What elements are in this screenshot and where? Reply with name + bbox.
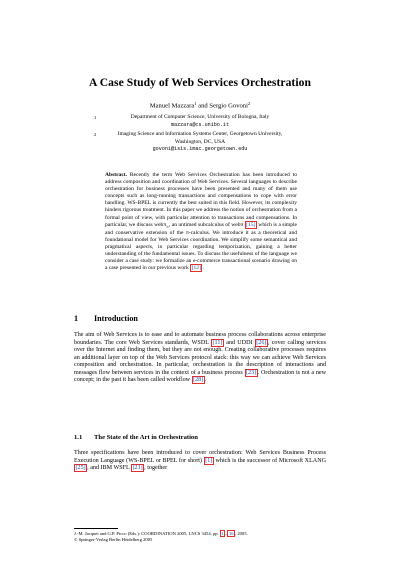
section-title: Introduction <box>94 314 138 323</box>
author-conjunction: and <box>198 102 208 110</box>
body-text: , cover calling services over the Internet and finding them, but they are not enough. Creating collaborative processes requires an additional layer on top of the Web Services protocol stack: this way we can achieve Web Services composition and orchestration. In particular, orchestration is the description of interactions and messages flow between services in the context of a business process <box>74 339 327 376</box>
footnote-copyright: © Springer-Verlag Berlin Heidelberg 2005 <box>74 537 153 543</box>
body-text: . Orchestration is not a new concept; in the past it has been called workflow <box>74 369 327 384</box>
affiliation-email: mazzara@cs.unibo.it <box>170 121 230 128</box>
affiliation-email: govoni@isis.imac.georgetown.edu <box>152 146 248 153</box>
citation-link[interactable]: [26] <box>256 339 267 346</box>
author-affiliation-mark: 1 <box>194 101 197 106</box>
citation-link[interactable]: [11] <box>212 339 223 346</box>
body-text: , and IBM WSFL <box>87 465 131 472</box>
subsection-heading <box>74 434 198 441</box>
section-body <box>74 332 326 385</box>
footnote-dash: – <box>225 531 228 536</box>
affiliation-line: Department of Computer Science, University of Bologna, Italy <box>130 114 270 120</box>
abstract-text: which is a simple and conservative extension of the π-calculus. We introduce it as a theoretical and foundational model for Web Services coordination. We simplify some semantical and pragmatical aspects, in particular regarding temporization, gaining a better understanding of the fundamental issues. To discuss the usefulness of the language we consider a case study: we formalize an e-commerce transactional scenario drawing on a case presented in our previous work <box>105 221 297 272</box>
footnote-rule <box>74 528 118 529</box>
citation-link[interactable]: [21] <box>132 465 143 472</box>
abstract-subscript: ∞ <box>166 223 169 229</box>
citation-link[interactable]: [23] <box>246 369 257 376</box>
page-link[interactable]: 16 <box>228 531 234 536</box>
author-affiliation-mark: 2 <box>247 101 251 106</box>
abstract <box>105 172 297 272</box>
footnote-text: J.-M. Jacquet and G.P. Picco (Eds.): COORDINATION 2005, LNCS 3454, pp. <box>74 531 220 536</box>
section-heading <box>74 314 138 323</box>
author-line <box>60 101 340 110</box>
author-name: Sergio Govoni <box>209 102 248 110</box>
abstract-label: Abstract. <box>105 172 128 178</box>
body-text: which is the successor of Microsoft XLANG <box>213 457 326 464</box>
citation-link[interactable]: [12] <box>191 265 201 272</box>
paper-title: A Case Study of Web Services Orchestration <box>89 76 311 89</box>
body-text: Three specifications have been introduced to cover orchestration: Web Services Business Process Execution Language (WS-BPEL or BPEL for short) <box>74 450 326 464</box>
abstract-text: Recently the term Web Services Orchestration has been introduced to address composition and coordination of Web Services. Several languages to describe orchestration for business processes have been presented and many of them use concepts such as long-running transactions and compensations to cope with error handling. WS-BPEL is currently the best suited in this field. However, its complexity hinders rigorous treatment. In this paper we address the notion of orchestration from a formal point of view, with particular attention to transactions and compensations. In particular, we discuss webπ <box>105 172 297 228</box>
body-text: and UDDI <box>223 339 255 346</box>
subsection-title: The State of the Art in Orchestration <box>94 434 198 441</box>
affiliation-line: Imaging Science and Information Systems Center, Georgetown University, <box>117 131 283 137</box>
subsection-number: 1.1 <box>74 434 83 441</box>
footnote <box>74 531 326 543</box>
section-number: 1 <box>74 314 79 323</box>
subsection-body <box>74 450 326 473</box>
body-text: , together <box>144 465 168 472</box>
page-link[interactable]: 1 <box>221 531 224 536</box>
citation-link[interactable]: [25] <box>75 465 86 472</box>
citation-link[interactable]: [1] <box>205 457 213 464</box>
affiliation-line: Washington, DC, USA <box>174 138 226 145</box>
affiliation-number: 2 <box>94 132 97 137</box>
citation-link[interactable]: [28] <box>193 377 204 384</box>
abstract-text: . <box>202 265 204 272</box>
footnote-text: , 2005. <box>235 531 248 536</box>
body-text: The aim of Web Services is to ease and to automate business process collaborations across enterprise boundaries. The core Web Services standards, WSDL <box>74 332 326 346</box>
abstract-text: , an untimed subcalculus of webπ <box>168 221 245 228</box>
body-text: . <box>204 377 207 384</box>
citation-link[interactable]: [15] <box>246 221 256 228</box>
affiliation-number: 1 <box>94 115 97 120</box>
affiliation <box>94 114 298 129</box>
author-name: Manuel Mazzara <box>149 102 195 110</box>
affiliation <box>94 131 298 154</box>
